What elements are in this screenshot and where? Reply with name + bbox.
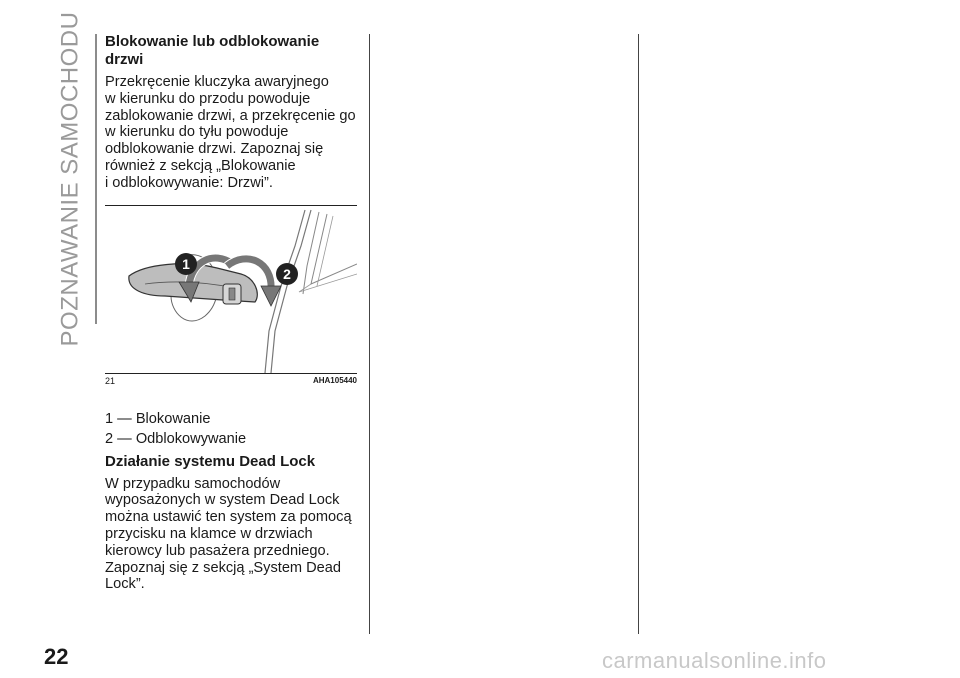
main-column <box>105 33 357 593</box>
figure-number: 21 <box>105 375 116 386</box>
door-handle-figure <box>105 205 357 386</box>
marker-2-label: 2 <box>283 265 291 282</box>
section-body-dead-lock: W przypadku samochodów wyposażonych w system Dead Lock można ustawić ten system za pomocą przycisku na klamce w drzwiach kierowcy lub pasażera przedniego. Zapoznaj się z sekcją „System Dead Lock”. <box>105 475 352 593</box>
figure-legend <box>105 409 357 449</box>
marker-1-label: 1 <box>182 255 190 272</box>
figure-code: AHA105440 <box>312 375 357 385</box>
chapter-title-text: POZNAWANIE SAMOCHODU <box>56 11 83 347</box>
watermark: carmanualsonline.info <box>602 648 827 673</box>
door-handle-illustration <box>105 206 357 373</box>
chapter-title <box>52 11 88 347</box>
column-divider-2 <box>638 34 639 634</box>
legend-item-2: 2 — Odblokowywanie <box>105 430 247 447</box>
column-divider-1 <box>369 34 370 634</box>
section-body-locking: Przekręcenie kluczyka awaryjnego w kierunku do przodu powoduje zablokowanie drzwi, a przekręcenie go w kierunku do tyłu powoduje odblokowanie drzwi. Zapoznaj się również z sekcją „Blokowanie i odblokowywanie: Drzwi”. <box>105 74 356 191</box>
section-heading-dead-lock: Działanie systemu Dead Lock <box>105 452 316 470</box>
page-number: 22 <box>44 644 69 669</box>
chapter-rule <box>95 34 97 324</box>
figure-caption <box>105 376 357 386</box>
section-heading-locking: Blokowanie lub odblokowanie drzwi <box>105 33 320 68</box>
legend-item-1: 1 — Blokowanie <box>105 410 211 427</box>
